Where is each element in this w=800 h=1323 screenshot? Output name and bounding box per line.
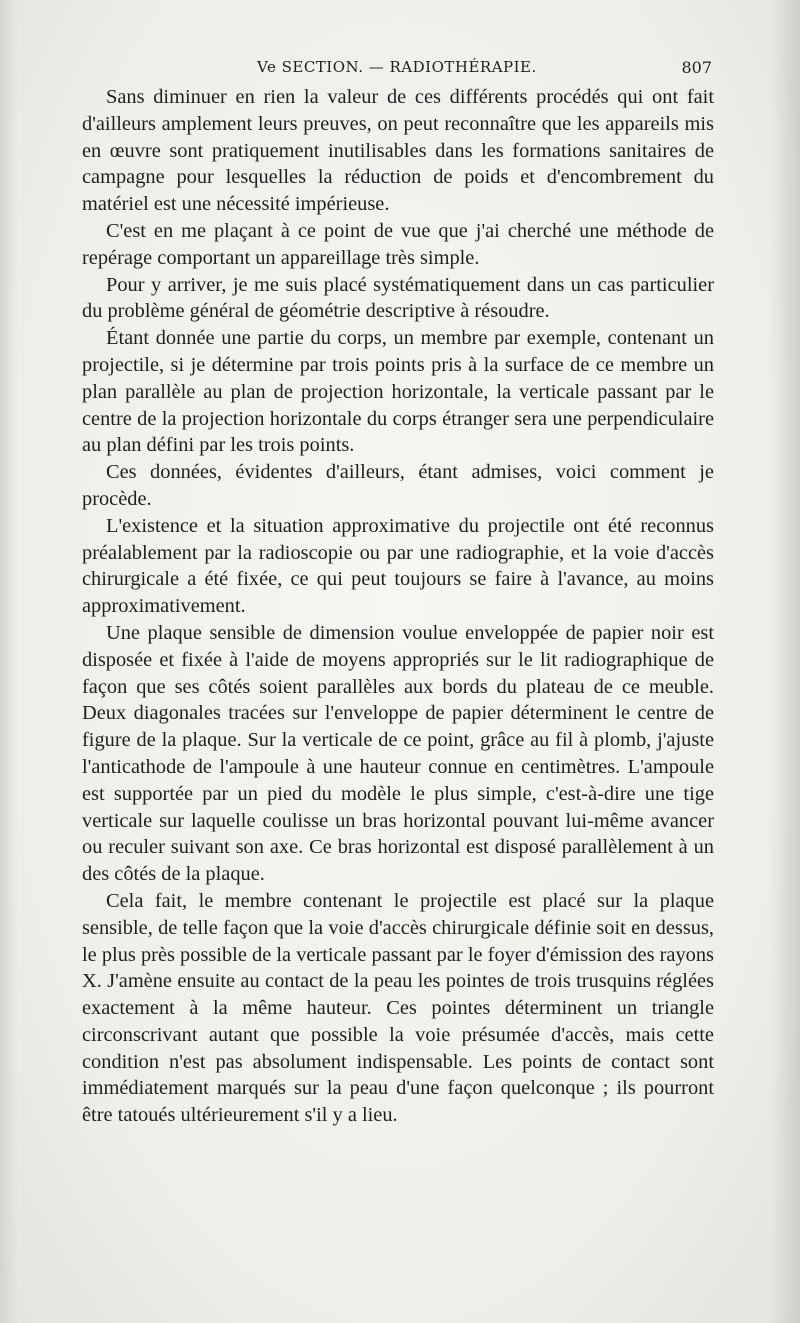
paragraph-2: C'est en me plaçant à ce point de vue que j'ai cherché une méthode de repérage comportant un appareillage très simple. <box>82 219 714 269</box>
page-edge-right <box>770 0 800 1323</box>
paragraph-4: Étant donnée une partie du corps, un membre par exemple, contenant un projectile, si je détermine par trois points pris à la surface de ce membre un plan parallèle au plan de projection horizontale, la verticale passant par le centre de la projection horizontale du corps étranger sera une perpendiculaire au plan défini par les trois points. <box>82 327 714 457</box>
page-number: 807 <box>681 58 712 77</box>
paragraph-3: Pour y arriver, je me suis placé systématiquement dans un cas particulier du problème général de géométrie descriptive à résoudre. <box>82 273 714 323</box>
page-body <box>82 84 714 1129</box>
paragraph-6: L'existence et la situation approximative du projectile ont été reconnus préalablement par la radioscopie ou par une radiographie, et la voie d'accès chirurgicale a été fixée, ce qui peut toujours se faire à l'avance, au moins approximativement. <box>82 514 714 618</box>
paragraph-1: Sans diminuer en rien la valeur de ces différents procédés qui ont fait d'ailleurs amplement leurs preuves, on peut reconnaître que les appareils mis en œuvre sont pratiquement inutilisables dans les formations sanitaires de campagne pour lesquelles la réduction de poids et d'encombrement du matériel est une nécessité impérieuse. <box>82 86 714 216</box>
paragraph-7: Une plaque sensible de dimension voulue enveloppée de papier noir est disposée et fixée à l'aide de moyens appropriés sur le lit radiographique de façon que ses côtés soient parallèles aux bords du plateau de ce meuble. Deux diagonales tracées sur l'enveloppe de papier déterminent le centre de figure de la plaque. Sur la verticale de ce point, grâce au fil à plomb, j'ajuste l'anticathode de l'ampoule à une hauteur connue en centimètres. L'ampoule est supportée par un pied du modèle le plus simple, c'est-à-dire une tige verticale sur laquelle coulisse un bras horizontal pouvant lui-même avancer ou reculer suivant son axe. Ce bras horizontal est disposé parallèlement à un des côtés de la plaque. <box>82 621 714 886</box>
paragraph-8: Cela fait, le membre contenant le projectile est placé sur la plaque sensible, de telle façon que la voie d'accès chirurgicale définie soit en dessus, le plus près possible de la verticale passant par le foyer d'émission des rayons X. J'amène ensuite au contact de la peau les pointes de trois trusquins réglées exactement à la même hauteur. Ces pointes déterminent un triangle circonscrivant autant que possible la voie présumée d'accès, mais cette condition n'est pas absolument indispensable. Les points de contact sont immédiatement marqués sur la peau d'une façon quelconque ; ils pourront être tatoués ultérieurement s'il y a lieu. <box>82 889 714 1127</box>
running-head: Ve SECTION. — RADIOTHÉRAPIE. <box>257 58 537 76</box>
paragraph-5: Ces données, évidentes d'ailleurs, étant admises, voici comment je procède. <box>82 461 714 510</box>
page-edge-left <box>0 0 18 1323</box>
page-header <box>82 58 712 82</box>
